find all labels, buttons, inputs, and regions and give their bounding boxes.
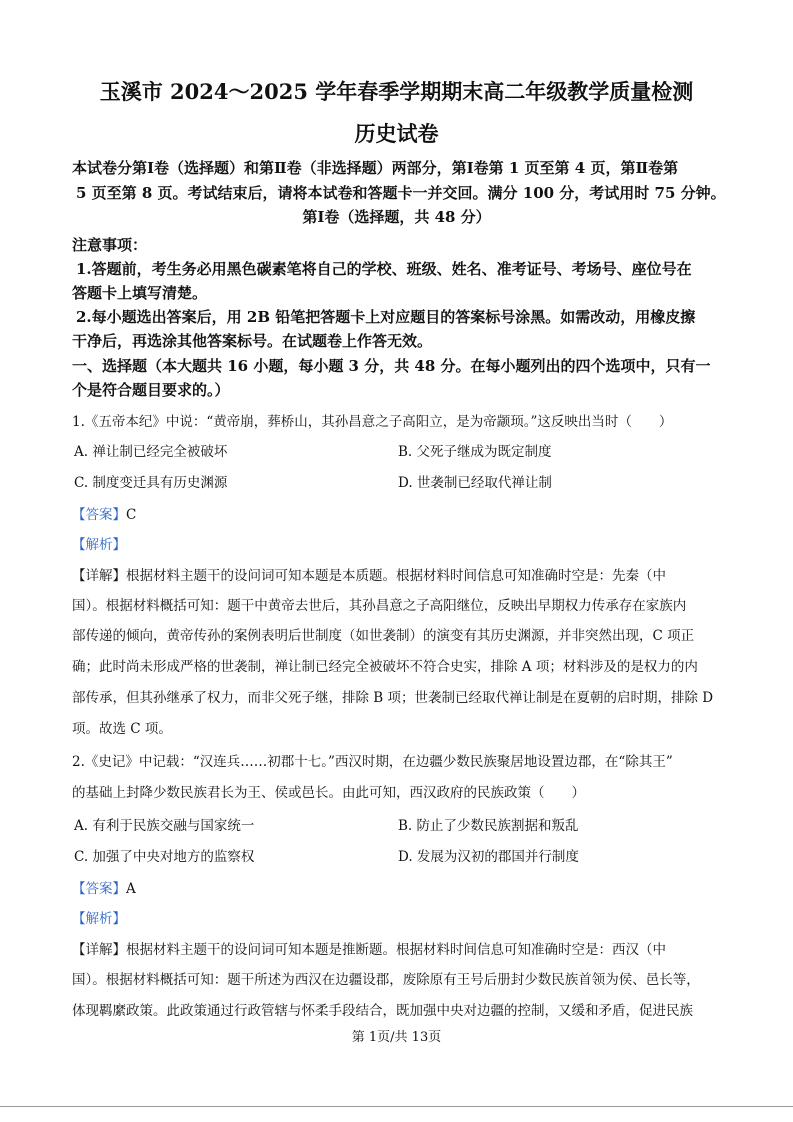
q1-detail-line-6: 项。故选 C 项。 — [72, 721, 172, 737]
page-number-footer: 第 1页/共 13页 — [351, 1030, 442, 1045]
note-2-line-2: 干净后，再选涂其他答案标号。在试题卷上作答无效。 — [72, 332, 433, 350]
q1-detail-label: 【详解】 — [72, 568, 126, 584]
q2-answer-label: 【答案】 — [72, 881, 126, 897]
q1-detail-line-3: 部传递的倾向，黄帝传孙的案例表明后世制度（如世袭制）的演变有其历史渊源，并非突然出现，C 项正 — [72, 628, 695, 644]
notes-heading: 注意事项： — [72, 236, 148, 254]
q1-option-a: A. 禅让制已经完全被破坏 — [74, 444, 228, 460]
q2-answer — [72, 877, 136, 897]
q1-detail-line-2: 国）。根据材料概括可知：题干中黄帝去世后，其孙昌意之子高阳继位，反映出早期权力传承存在家族内 — [72, 598, 687, 614]
part-one-heading: 第Ⅰ卷（选择题，共 48 分） — [302, 208, 491, 226]
intro-line-2: 5 页至第 8 页。考试结束后，请将本试卷和答题卡一并交回。满分 100 分，考试用时 75 分钟。 — [76, 184, 726, 202]
q1-answer-label: 【答案】 — [72, 507, 126, 523]
q1-detail-line-4: 确；此时尚未形成严格的世袭制，禅让制已经完全被破坏不符合史实，排除 A 项；材料涉及的是权力的内 — [72, 659, 698, 675]
q2-detail-line-2: 国）。根据材料概括可知：题干所述为西汉在边疆设郡，废除原有王号后册封少数民族首领为侯、邑长等， — [72, 972, 700, 988]
q1-answer-value: C — [126, 507, 137, 523]
q1-stem: 1.《五帝本纪》中说：“黄帝崩，葬桥山，其孙昌意之子高阳立，是为帝颛顼。”这反映出当时（ ） — [72, 414, 673, 430]
q2-detail-label: 【详解】 — [72, 942, 126, 958]
note-1-line-2: 答题卡上填写清楚。 — [72, 284, 208, 302]
q2-detail-line-1 — [72, 938, 666, 958]
bottom-divider — [0, 1106, 793, 1107]
exam-title: 玉溪市 2024～2025 学年春季学期期末高二年级教学质量检测 — [99, 79, 694, 104]
q2-option-d: D. 发展为汉初的郡国并行制度 — [398, 849, 579, 865]
note-2-line-1: 2.每小题选出答案后，用 2B 铅笔把答题卡上对应题目的答案标号涂黑。如需改动，用橡皮擦 — [76, 308, 696, 326]
q1-detail-line-5: 部传承，但其孙继承了权力，而非父死子继，排除 B 项；世袭制已经取代禅让制是在夏朝的启时期，排除 D — [72, 690, 714, 706]
q1-detail-line-1 — [72, 564, 666, 584]
intro-line-1: 本试卷分第Ⅰ卷（选择题）和第Ⅱ卷（非选择题）两部分，第Ⅰ卷第 1 页至第 4 页，第Ⅱ卷第 — [72, 159, 679, 177]
exam-subject: 历史试卷 — [354, 121, 439, 146]
q1-analysis-label: 【解析】 — [72, 537, 126, 553]
q2-detail-text-1: 根据材料主题干的设问词可知本题是推断题。根据材料时间信息可知准确时空是：西汉（中 — [126, 942, 666, 958]
q1-option-c: C. 制度变迁具有历史渊源 — [74, 475, 228, 491]
section-heading-line-1: 一、选择题（本大题共 16 小题，每小题 3 分，共 48 分。在每小题列出的四个选项中，只有一 — [72, 357, 711, 375]
section-heading-line-2: 个是符合题目要求的。） — [72, 381, 230, 399]
q2-option-a: A. 有利于民族交融与国家统一 — [74, 818, 255, 834]
q2-option-b: B. 防止了少数民族割据和叛乱 — [398, 818, 579, 834]
q2-detail-line-3: 体现羁縻政策。此政策通过行政管辖与怀柔手段结合，既加强中央对边疆的控制，又缓和矛盾，促进民族 — [72, 1003, 693, 1019]
q1-option-b: B. 父死子继成为既定制度 — [398, 444, 552, 460]
q1-option-d: D. 世袭制已经取代禅让制 — [398, 475, 552, 491]
q2-option-c: C. 加强了中央对地方的监察权 — [74, 849, 255, 865]
q2-analysis-label: 【解析】 — [72, 911, 126, 927]
q1-answer — [72, 503, 136, 523]
q2-stem-line-2: 的基础上封降少数民族君长为王、侯或邑长。由此可知，西汉政府的民族政策（ ） — [72, 785, 585, 801]
q2-stem-line-1: 2.《史记》中记载：“汉连兵……初郡十七。”西汉时期，在边疆少数民族聚居地设置边郡，在“除其王” — [72, 754, 673, 770]
q2-answer-value: A — [126, 881, 136, 897]
q1-detail-text-1: 根据材料主题干的设问词可知本题是本质题。根据材料时间信息可知准确时空是：先秦（中 — [126, 568, 666, 584]
note-1-line-1: 1.答题前，考生务必用黑色碳素笔将自己的学校、班级、姓名、准考证号、考场号、座位号在 — [76, 260, 692, 278]
